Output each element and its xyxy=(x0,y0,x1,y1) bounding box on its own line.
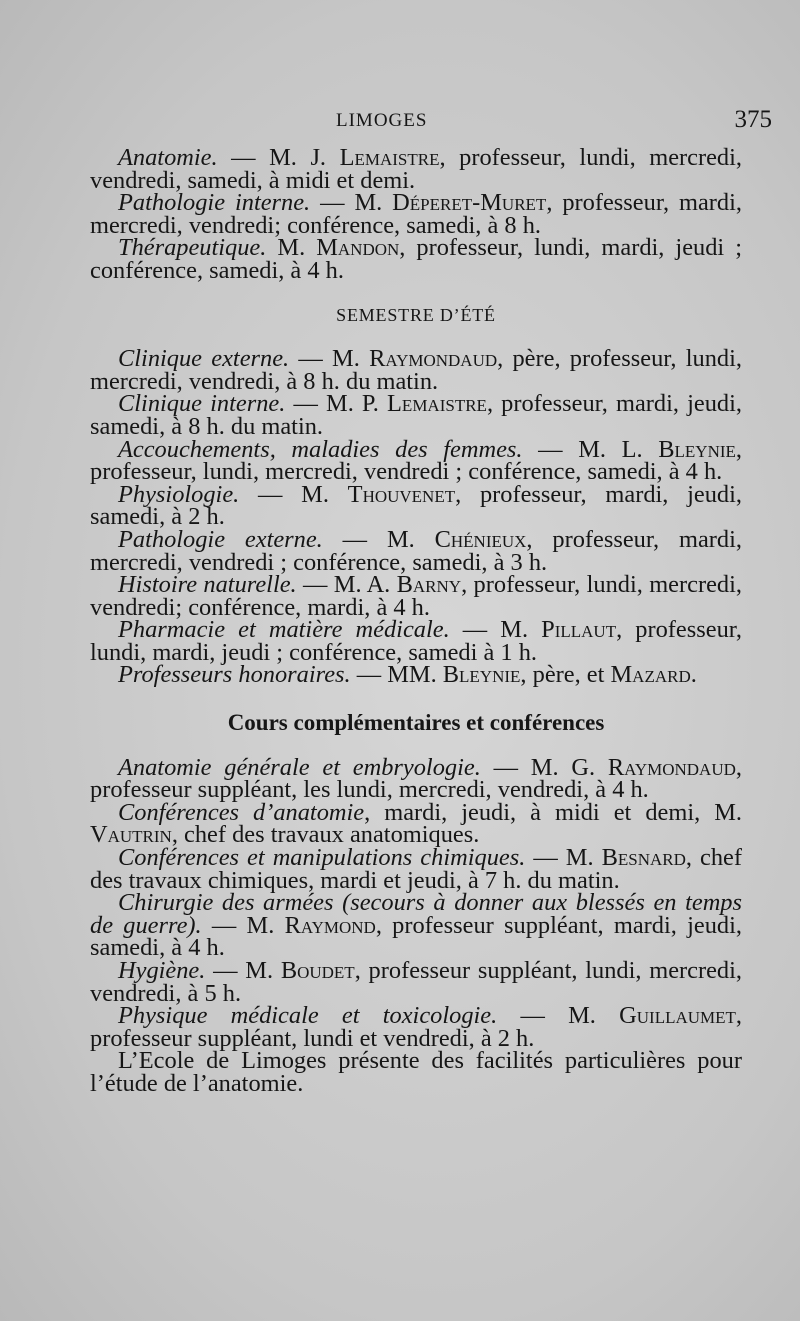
course-entry xyxy=(90,616,743,666)
subject-title: Anatomie générale et embryologie. xyxy=(118,753,481,781)
subject-title: Accouchements, maladies des femmes. xyxy=(118,435,523,463)
course-entry xyxy=(90,525,742,576)
subject-title: Physique médicale et toxicologie. xyxy=(118,1002,498,1030)
course-entry xyxy=(90,144,742,194)
page-body xyxy=(90,144,743,1097)
subject-title: Hygiène. xyxy=(118,957,206,984)
professor-name: Guillaumet xyxy=(619,1002,736,1030)
entry-separator: — M. xyxy=(497,1002,620,1030)
course-entry xyxy=(90,435,742,486)
entry-separator: — M. xyxy=(205,957,281,984)
professor-name: Raymondaud xyxy=(369,345,498,373)
professor-name: Raymondaud xyxy=(607,753,736,781)
course-entry xyxy=(90,189,742,239)
entry-separator: — M. A. xyxy=(296,571,397,599)
subject-title: Pathologie externe. xyxy=(118,525,323,553)
professor-name: Besnard xyxy=(601,844,686,872)
entry-details: , professeur, mardi, mercredi, vendredi ; conférence, samedi, à 3 h. xyxy=(90,525,742,576)
subject-title: Anatomie. xyxy=(118,144,218,171)
entry-details: , professeur, lundi, mardi, jeudi ; conférence, samedi, à 4 h. xyxy=(90,234,742,284)
professor-name: Barny xyxy=(396,571,462,599)
entry-separator: M. xyxy=(266,234,317,262)
professor-name: Bleynie xyxy=(442,661,521,689)
course-entry xyxy=(90,661,742,689)
intro-entries xyxy=(90,144,742,284)
entry-details: , professeur, lundi, mercredi, vendredi, samedi, à midi et demi. xyxy=(90,144,742,194)
entry-separator: — M. xyxy=(201,911,285,939)
course-entry xyxy=(90,571,742,621)
entry-details: , chef des travaux anatomiques. xyxy=(171,821,480,849)
course-entries xyxy=(90,753,743,1052)
professor-name: Raymond xyxy=(284,911,376,939)
entry-details: , professeur suppléant, les lundi, mercredi, vendredi, à 4 h. xyxy=(90,753,742,804)
entry-details: , professeur, lundi, mardi, jeudi ; conférence, samedi à 1 h. xyxy=(90,616,743,666)
entry-details: , professeur suppléant, mardi, jeudi, samedi, à 4 h. xyxy=(90,911,742,962)
entry-separator: — MM. xyxy=(350,661,443,689)
entry-details: . xyxy=(690,661,697,689)
entry-details: , professeur, mardi, jeudi, samedi, à 2 h. xyxy=(90,480,742,531)
running-title: LIMOGES xyxy=(336,110,428,131)
subject-title: Clinique interne. xyxy=(118,390,286,418)
entry-separator: — M. P. xyxy=(285,390,388,418)
entry-separator: — M. L. xyxy=(522,435,659,463)
entry-details: , professeur suppléant, lundi, mercredi, vendredi, à 5 h. xyxy=(90,957,743,1007)
professor-name: Déperet-Muret xyxy=(392,189,547,217)
professor-name: Lemaistre xyxy=(387,390,487,418)
subject-title: Thérapeutique. xyxy=(118,234,267,262)
professor-name: Mazard xyxy=(610,661,691,689)
professor-name: Thouvenet xyxy=(347,480,456,508)
professor-name: Mandon xyxy=(316,234,400,262)
running-head xyxy=(0,106,800,136)
entry-separator: — M. J. xyxy=(217,144,340,171)
entry-details: , père, et xyxy=(520,661,611,689)
page-number: 375 xyxy=(734,106,772,133)
subject-title: Chirurgie des armées (secours à donner aux blessés en temps de guerre). xyxy=(90,889,742,939)
entry-details: , professeur, lundi, mercredi, vendredi ; conférence, samedi, à 4 h. xyxy=(90,435,742,486)
entry-details: , chef des travaux chimiques, mardi et jeudi, à 7 h. du matin. xyxy=(90,844,742,894)
subject-title: Conférences d’anatomie xyxy=(118,798,365,826)
entry-separator: — M. xyxy=(239,480,348,508)
entry-separator: — M. G. xyxy=(480,753,608,781)
course-entry xyxy=(90,480,742,531)
course-entry xyxy=(90,957,743,1007)
entry-details: , professeur, lundi, mercredi, vendredi; conférence, mardi, à 4 h. xyxy=(90,571,742,621)
summer-entries xyxy=(90,345,743,689)
subject-title: Histoire naturelle. xyxy=(118,571,297,599)
closing-paragraph: L’Ecole de Limoges présente des facilités particulières pour l’étude de l’anatomie. xyxy=(90,1047,742,1097)
course-entry xyxy=(90,798,743,849)
course-entry xyxy=(90,1002,743,1052)
course-entry xyxy=(90,889,742,962)
subject-title: Physiologie. xyxy=(118,480,240,508)
professor-name: Chénieux xyxy=(434,525,527,553)
subject-title: Pathologie interne. xyxy=(118,189,311,217)
course-entry xyxy=(90,390,743,440)
entry-separator: — M. xyxy=(289,345,370,373)
entry-separator: — M. xyxy=(310,189,393,217)
section-heading-summer: SEMESTRE D’ÉTÉ xyxy=(336,304,496,325)
subject-title: Clinique externe. xyxy=(118,345,290,373)
subject-title: Professeurs honoraires. xyxy=(118,661,351,689)
course-entry xyxy=(90,234,742,284)
subject-title: Pharmacie et matière médicale. xyxy=(118,616,450,644)
course-entry xyxy=(90,345,742,395)
entry-details: , père, professeur, lundi, mercredi, vendredi, à 8 h. du matin. xyxy=(90,345,742,395)
professor-name: Pillaut xyxy=(541,616,617,644)
professor-name: Lemaistre xyxy=(339,144,440,171)
course-entry xyxy=(90,844,742,894)
professor-name: Vautrin xyxy=(90,821,172,849)
professor-name: Bleynie xyxy=(658,435,736,463)
entry-separator: — M. xyxy=(525,844,602,872)
entry-details: , professeur, mardi, jeudi, samedi, à 8 h. du matin. xyxy=(90,390,743,440)
professor-name: Boudet xyxy=(280,957,355,984)
entry-separator: , mardi, jeudi, à midi et demi, M. xyxy=(364,798,743,826)
entry-details: , professeur suppléant, lundi et vendredi, à 2 h. xyxy=(90,1002,743,1052)
subject-title: Conférences et manipulations chimiques. xyxy=(118,844,526,872)
entry-details: , professeur, mardi, mercredi, vendredi; conférence, samedi, à 8 h. xyxy=(90,189,742,239)
section-heading-courses: Cours complémentaires et conférences xyxy=(227,710,605,736)
course-entry xyxy=(90,753,742,804)
entry-separator: — M. xyxy=(322,525,435,553)
entry-separator: — M. xyxy=(449,616,542,644)
